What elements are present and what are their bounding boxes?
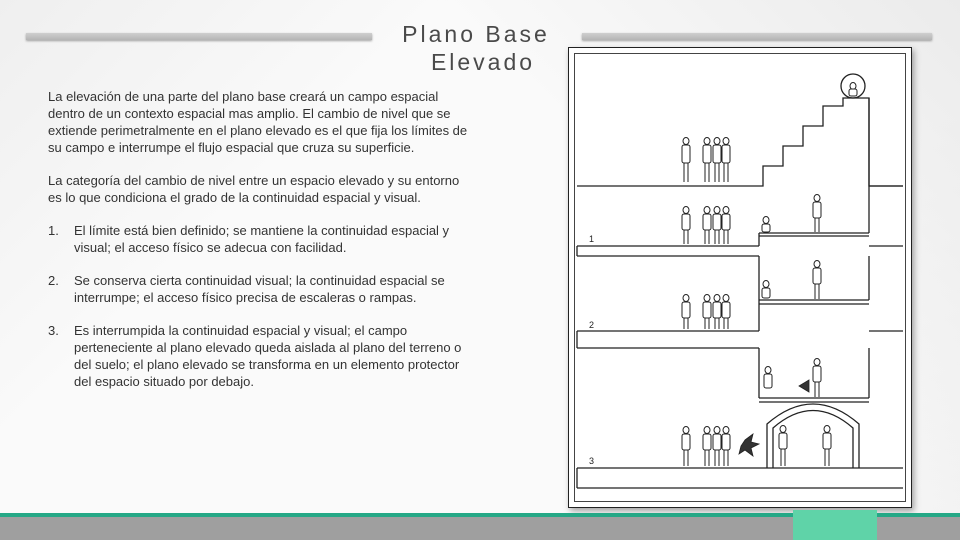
list-item (48, 222, 476, 256)
elevation-diagram (569, 48, 911, 507)
list-number: 3. (48, 323, 59, 338)
slide-title-line2: Elevado (430, 49, 536, 75)
person-group-top (682, 83, 857, 183)
person-group-2 (682, 261, 821, 330)
paragraph-intro: La elevación de una parte del plano base creará un campo espacial dentro de un contexto espacial mas amplio. El cambio de nivel que se extiende perimetralmente en el plano elevado es el que fija los límites de su campo e interrumpe el flujo espacial que cruza su superficie. (48, 89, 468, 155)
footer-accent-tab (793, 510, 877, 540)
section-label-3: 3 (589, 456, 595, 466)
paragraph-category: La categoría del cambio de nivel entre un espacio elevado y su entorno es lo que condiciona el grado de la continuidad espacial y visual. (48, 173, 460, 205)
person-group-3 (682, 359, 831, 467)
list-text: Se conserva cierta continuidad visual; la continuidad espacial se interrumpe; el acceso físico precisa de escaleras o rampas. (74, 273, 445, 305)
section-3 (577, 348, 903, 488)
sun-marker-icon (739, 434, 759, 456)
list-item (48, 322, 476, 390)
elevation-diagram-figure (568, 47, 912, 508)
body-text (48, 88, 476, 406)
list-item (48, 272, 476, 306)
list-text: El límite está bien definido; se mantiene la continuidad espacial y visual; el acceso físico se adecua con facilidad. (74, 223, 450, 255)
section-label-2: 2 (589, 320, 595, 330)
list-number: 1. (48, 223, 59, 238)
numbered-list (48, 222, 476, 390)
slide-title (378, 20, 574, 76)
slide-title-line1: Plano Base (402, 21, 550, 47)
title-rule-left (26, 33, 372, 40)
list-number: 2. (48, 273, 59, 288)
people-figures (682, 83, 857, 467)
list-text: Es interrumpida la continuidad espacial y visual; el campo perteneciente al plano elevado queda aislada al plano del terreno o del suelo; el plano elevado se transforma en un elemento protector del espacio situado por debajo. (74, 323, 462, 389)
section-label-1: 1 (589, 234, 595, 244)
title-rule-right (582, 33, 932, 40)
arrow-marker-icon (799, 380, 809, 392)
